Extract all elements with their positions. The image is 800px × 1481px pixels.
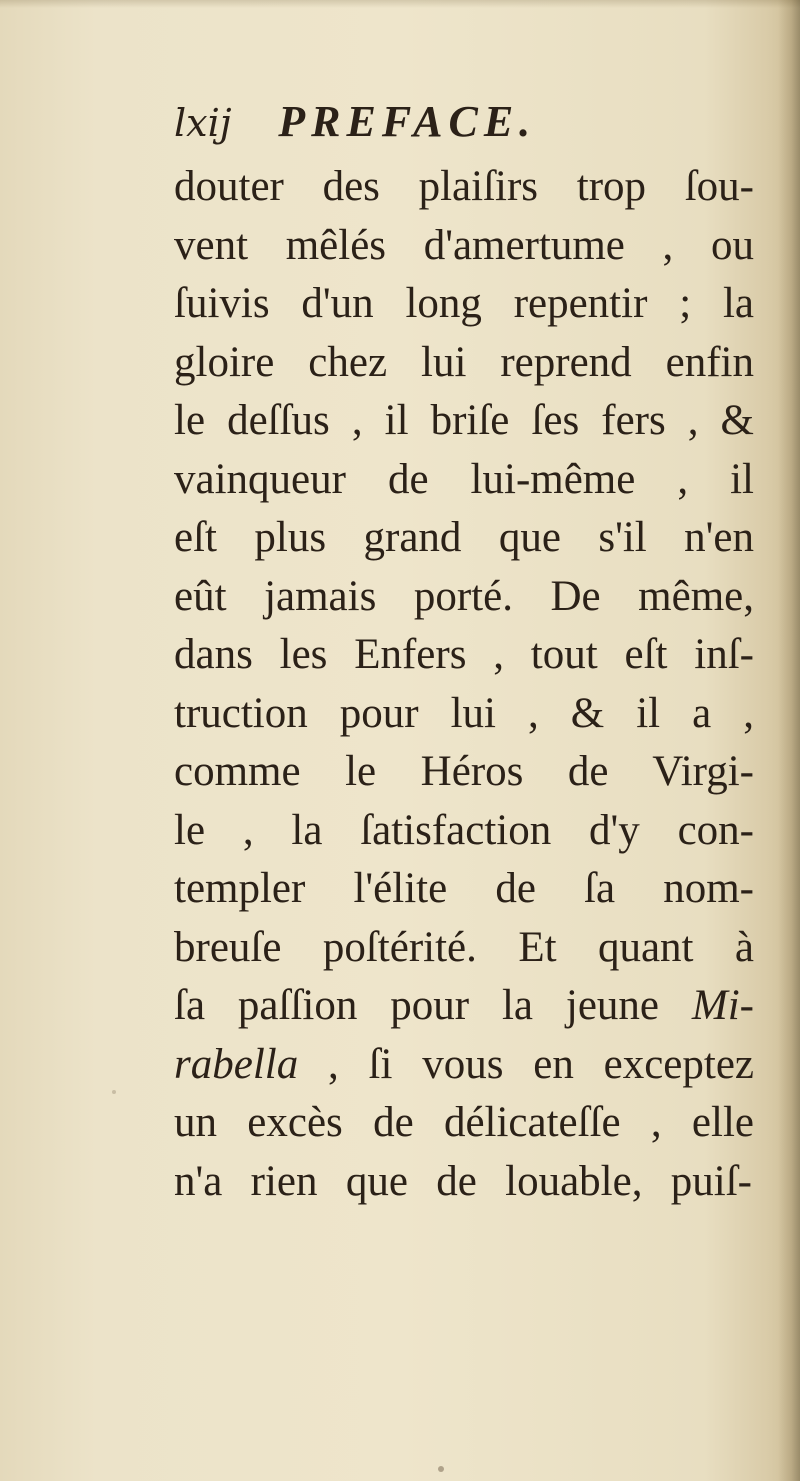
text-segment: vainqueur de lui-même , il (174, 455, 754, 503)
text-segment: truction pour lui , & il a , (174, 689, 754, 737)
text-line (174, 1153, 752, 1212)
text-segment: templer l'élite de ſa nom- (174, 865, 754, 912)
page-number: lxij (174, 101, 232, 145)
text-line (174, 451, 754, 510)
text-segment: breuſe poſtérité. Et quant à (174, 923, 754, 971)
text-line (174, 392, 754, 451)
text-line (174, 334, 754, 393)
text-line (174, 1094, 754, 1153)
page-binding-shadow (778, 0, 800, 1481)
text-line (174, 685, 754, 744)
text-segment: douter des plaiſirs trop ſou- (174, 163, 754, 210)
text-line (174, 919, 754, 978)
text-segment: un excès de délicateſſe , elle (174, 1099, 754, 1146)
text-line (174, 509, 754, 568)
text-line (174, 802, 754, 861)
running-title: PREFACE. (278, 97, 537, 146)
ink-spot (438, 1466, 444, 1472)
text-segment: comme le Héros de Virgi- (174, 748, 754, 795)
text-segment: n'a rien que de louable, puiſ- (174, 1157, 752, 1205)
page-top-edge (0, 0, 800, 8)
text-line (174, 626, 754, 685)
italic-text: rabella (174, 1040, 299, 1088)
text-line (174, 568, 754, 627)
text-line (174, 158, 754, 217)
italic-text: Mi- (691, 982, 754, 1029)
text-line (174, 1036, 754, 1095)
text-line (174, 860, 754, 919)
ink-spot (112, 1090, 116, 1094)
text-line (174, 217, 754, 276)
text-segment: vent mêlés d'amertume , ou (174, 221, 754, 269)
text-line (174, 977, 754, 1036)
text-segment: eſt plus grand que s'il n'en (174, 514, 754, 561)
text-segment: , ſi vous en exceptez (298, 1040, 754, 1088)
text-segment: dans les Enfers , tout eſt inſ- (174, 631, 754, 678)
text-segment: ſuivis d'un long repentir ; la (174, 280, 754, 327)
text-line (174, 275, 754, 334)
text-segment: le , la ſatisfaction d'y con- (174, 806, 754, 854)
text-segment: le deſſus , il briſe ſes fers , & (174, 397, 754, 444)
page-header (174, 96, 734, 152)
text-segment: gloire chez lui reprend enfin (174, 338, 754, 386)
text-segment: eût jamais porté. De même, (174, 572, 754, 620)
body-text (174, 158, 754, 1211)
text-segment: ſa paſſion pour la jeune (174, 982, 692, 1029)
text-line (174, 743, 754, 802)
